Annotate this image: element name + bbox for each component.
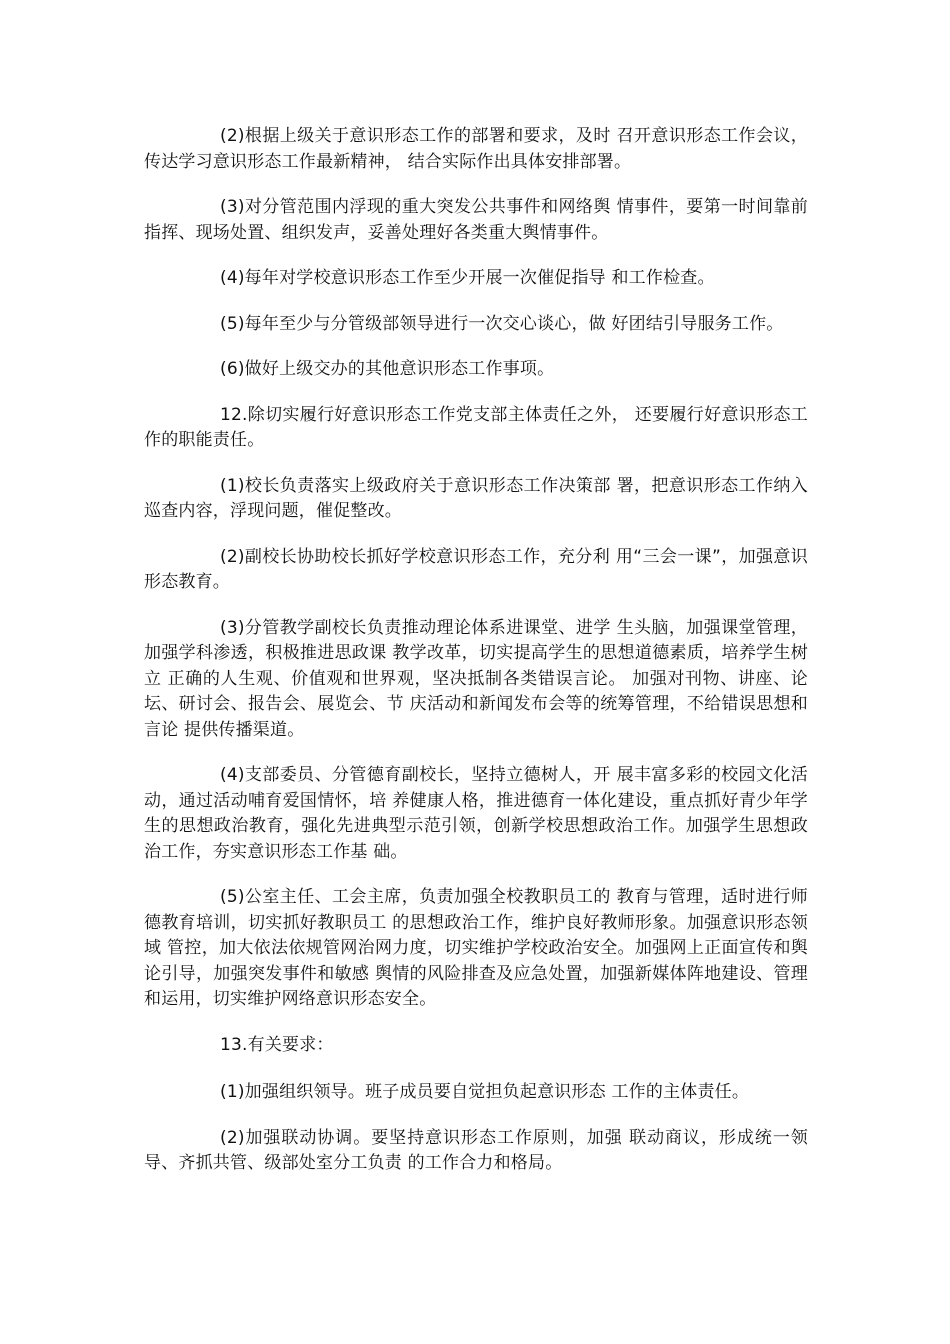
paragraph-4-annual-guidance: (4)每年对学校意识形态工作至少开展一次催促指导 和工作检查。 [220,268,715,288]
paragraph-coordination: (2)加强联动协调。要坚持意识形态工作原则，加强 联动商议，形成统一领导、齐抓共管、级部处室分工负责 的工作合力和格局。 [144,1127,808,1173]
paragraph-teaching-vice-principal: (3)分管教学副校长负责推动理论体系进课堂、进学 生头脑，加强课堂管理，加强学科渗透，积极推进思政课 教学改革，切实提高学生的思想道德素质，培养学生树立 正确的人生观、价值观和世界观，坚决抵制各类错误言论。 加强对刊物、讲座、论坛、研讨会、报告会、展览会、节 庆活动和新闻发布会等的统筹管理，不给错误思想和言论 提供传播渠道。 [144,617,808,740]
paragraph-vice-principal-duty: (2)副校长协助校长抓好学校意识形态工作，充分利 用“三会一课”，加强意识形态教育。 [144,546,808,592]
paragraph-organization-leadership: (1)加强组织领导。班子成员要自觉担负起意识形态 工作的主体责任。 [220,1082,750,1102]
paragraph-6-other-tasks: (6)做好上级交办的其他意识形态工作事项。 [220,359,555,379]
section-13-heading: 13.有关要求： [220,1034,334,1055]
paragraph-principal-duty: (1)校长负责落实上级政府关于意识形态工作决策部 署，把意识形态工作纳入巡查内容，浮现问题，催促整改。 [144,475,808,521]
paragraph-5-heart-to-heart: (5)每年至少与分管级部领导进行一次交心谈心，做 好团结引导服务工作。 [220,313,784,334]
document-body [144,124,808,1197]
section-12-heading: 12.除切实履行好意识形态工作党支部主体责任之外， 还要履行好意识形态工作的职能责任。 [144,404,808,450]
paragraph-2-deployment: (2)根据上级关于意识形态工作的部署和要求，及时 召开意识形态工作会议，传达学习意识形态工作最新精神， 结合实际作出具体安排部署。 [144,126,808,172]
paragraph-moral-education: (4)支部委员、分管德育副校长，坚持立德树人，开 展丰富多彩的校园文化活动，通过活动哺育爱国情怀，培 养健康人格，推进德育一体化建设，重点抓好青少年学生的思想政治教育，强化先进典型示范引领，创新学校思想政治工作。加强学生思想政治工作，夯实意识形态工作基 础。 [144,765,808,862]
paragraph-office-union: (5)公室主任、工会主席，负责加强全校教职员工的 教育与管理，适时进行师德教育培训，切实抓好教职员工 的思想政治工作，维护良好教师形象。加强意识形态领域 管控，加大依法依规管网治网力度，切实维护学校政治安全。加强网上正面宣传和舆论引导，加强突发事件和敏感 舆情的风险排查及应急处置，加强新媒体阵地建设、管理 和运用，切实维护网络意识形态安全。 [144,887,808,1009]
paragraph-3-public-events: (3)对分管范围内浮现的重大突发公共事件和网络舆 情事件，要第一时间靠前指挥、现场处置、组织发声，妥善处理好各类重大舆情事件。 [144,197,808,243]
